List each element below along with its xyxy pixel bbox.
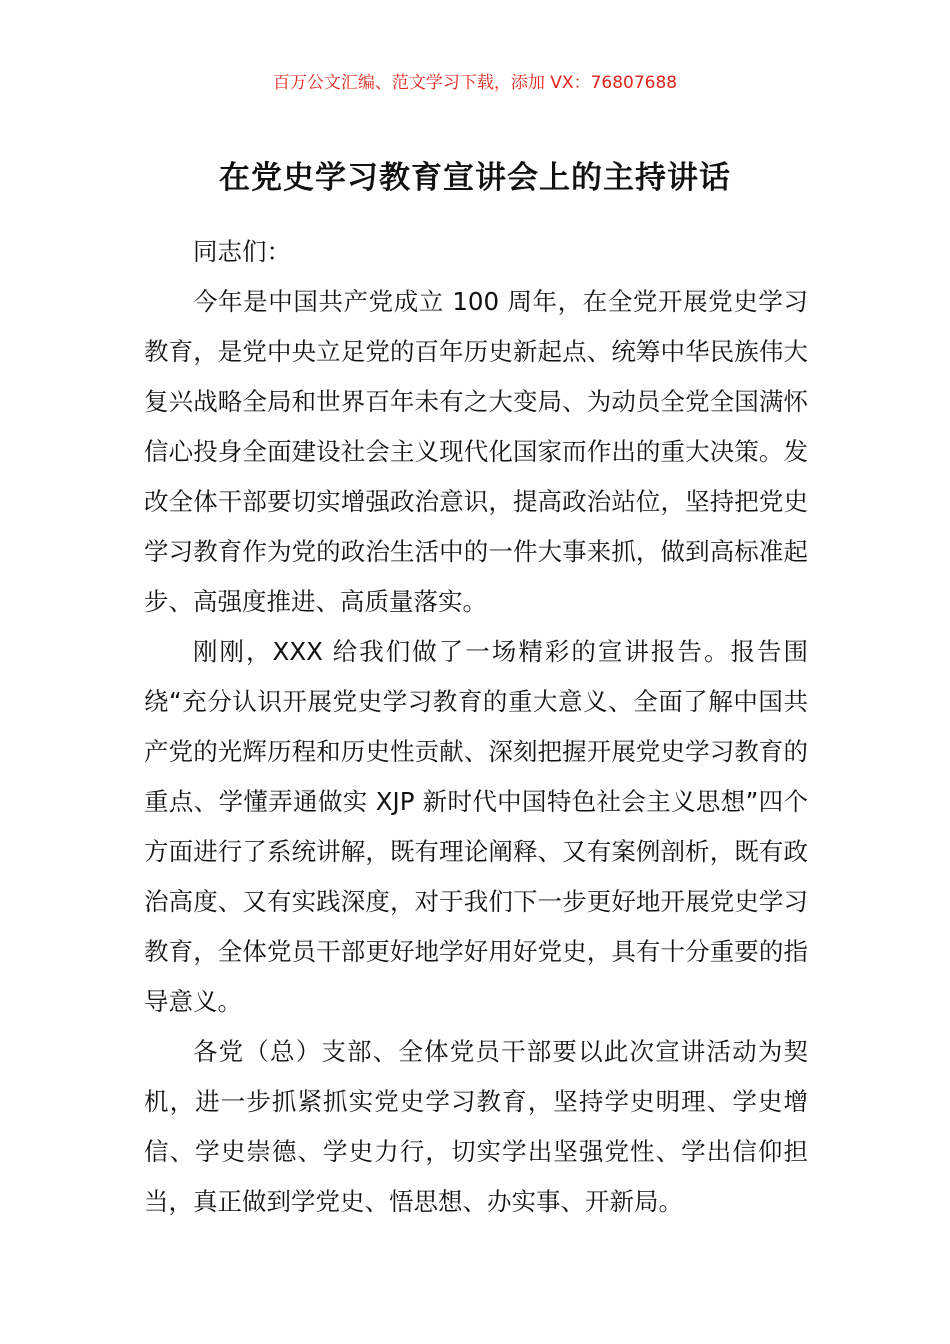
salutation-paragraph: 同志们： [193, 237, 291, 266]
document-title: 在党史学习教育宣讲会上的主持讲话 [219, 160, 731, 196]
header-watermark: 百万公文汇编、范文学习下载，添加 VX：76807688 [272, 73, 678, 93]
body-paragraph: 各党（总）支部、全体党员干部要以此次宣讲活动为契机，进一步抓紧抓实党史学习教育，坚持学史明理、学史增信、学史崇德、学史力行，切实学出坚强党性、学出信仰担当，真正做到学党史、悟思想、办实事、开新局。 [144, 1037, 808, 1216]
body-paragraph: 今年是中国共产党成立 100 周年，在全党开展党史学习教育，是党中央立足党的百年历史新起点、统筹中华民族伟大复兴战略全局和世界百年未有之大变局、为动员全党全国满怀信心投身全面建设社会主义现代化国家而作出的重大决策。发改全体干部要切实增强政治意识，提高政治站位，坚持把党史学习教育作为党的政治生活中的一件大事来抓，做到高标准起步、高强度推进、高质量落实。 [144, 287, 808, 616]
body-paragraph: 刚刚，XXX 给我们做了一场精彩的宣讲报告。报告围绕“充分认识开展党史学习教育的重大意义、全面了解中国共产党的光辉历程和历史性贡献、深刻把握开展党史学习教育的重点、学懂弄通做实 XJP 新时代中国特色社会主义思想”四个方面进行了系统讲解，既有理论阐释、又有案例剖析，既有政治高度、又有实践深度，对于我们下一步更好地开展党史学习教育，全体党员干部更好地学好用好党史，具有十分重要的指导意义。 [144, 637, 808, 1016]
document-body [144, 227, 808, 1227]
